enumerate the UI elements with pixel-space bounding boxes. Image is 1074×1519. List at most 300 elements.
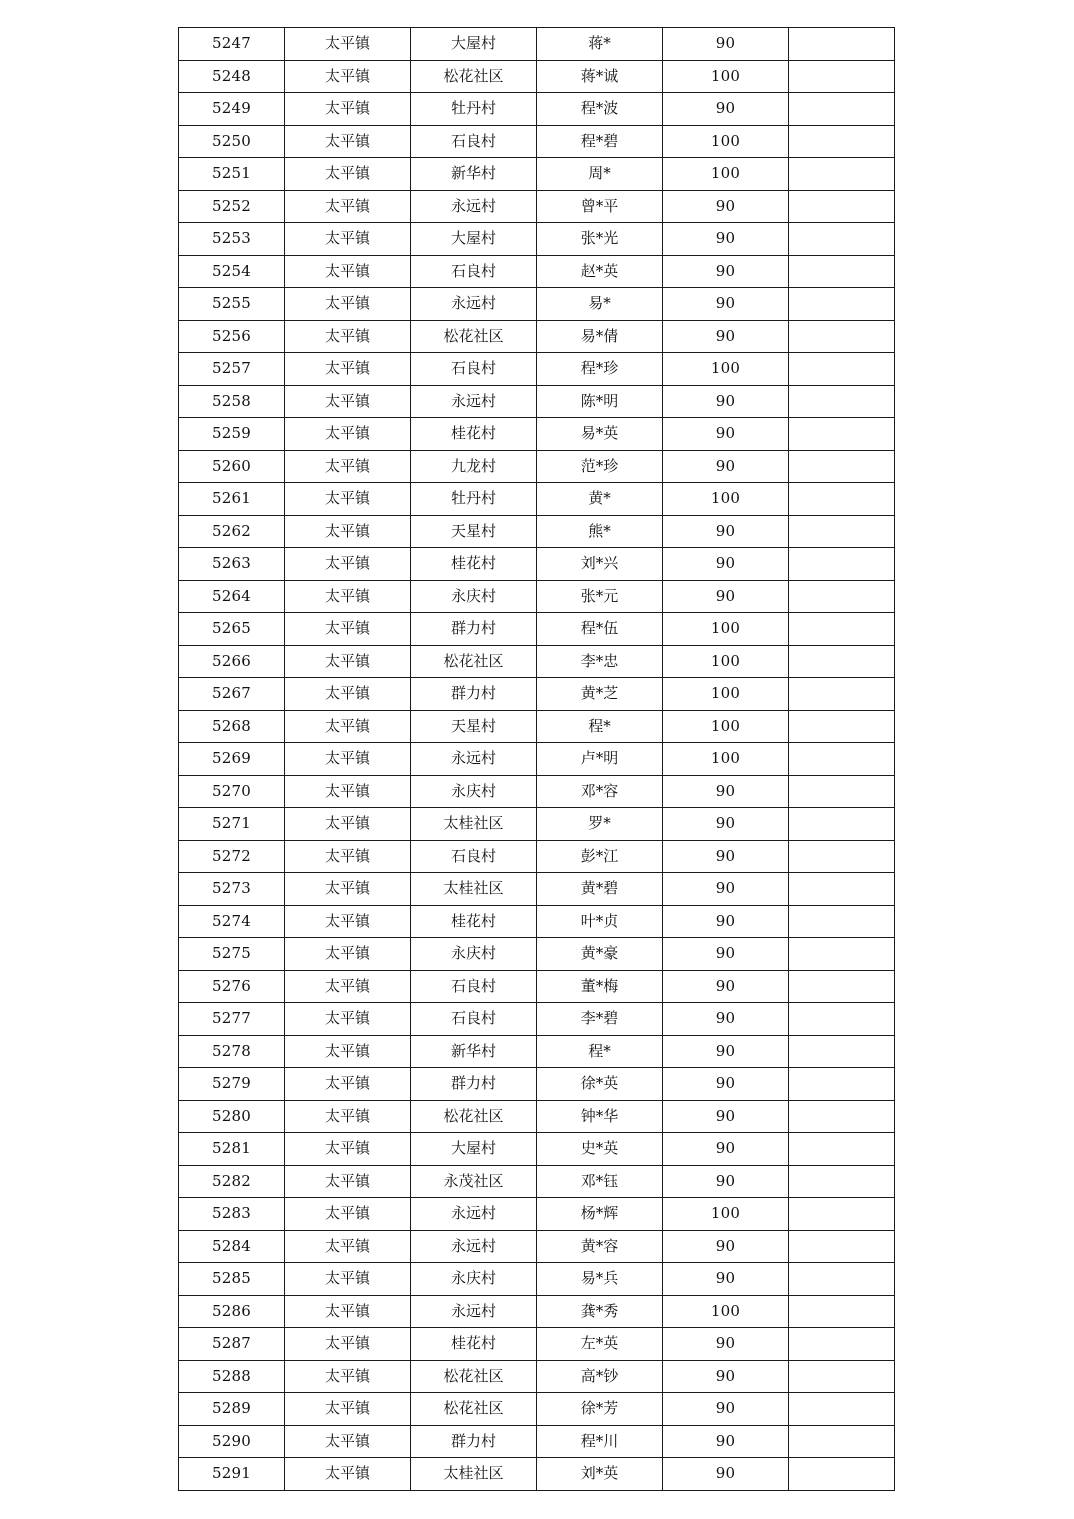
cell-person-name: 董*梅: [537, 970, 663, 1003]
cell-amount: 90: [663, 775, 789, 808]
cell-village: 永远村: [411, 385, 537, 418]
cell-person-name: 徐*英: [537, 1068, 663, 1101]
cell-serial-number: 5280: [179, 1100, 285, 1133]
cell-note: [789, 1393, 895, 1426]
cell-note: [789, 28, 895, 61]
cell-note: [789, 255, 895, 288]
cell-village: 石良村: [411, 125, 537, 158]
cell-serial-number: 5287: [179, 1328, 285, 1361]
cell-note: [789, 808, 895, 841]
table-row: [179, 1133, 895, 1166]
table-row: [179, 1100, 895, 1133]
cell-village: 松花社区: [411, 1360, 537, 1393]
cell-amount: 100: [663, 1295, 789, 1328]
cell-note: [789, 385, 895, 418]
cell-note: [789, 1328, 895, 1361]
cell-note: [789, 1230, 895, 1263]
cell-serial-number: 5260: [179, 450, 285, 483]
cell-serial-number: 5291: [179, 1458, 285, 1491]
cell-town: 太平镇: [285, 873, 411, 906]
cell-serial-number: 5265: [179, 613, 285, 646]
cell-town: 太平镇: [285, 1263, 411, 1296]
cell-amount: 90: [663, 1068, 789, 1101]
cell-village: 大屋村: [411, 28, 537, 61]
cell-amount: 90: [663, 1360, 789, 1393]
cell-village: 牡丹村: [411, 483, 537, 516]
cell-amount: 100: [663, 483, 789, 516]
table-row: [179, 613, 895, 646]
cell-village: 永远村: [411, 743, 537, 776]
cell-village: 桂花村: [411, 905, 537, 938]
cell-amount: 90: [663, 808, 789, 841]
table-row: [179, 710, 895, 743]
cell-amount: 100: [663, 353, 789, 386]
table-row: [179, 808, 895, 841]
cell-village: 永庆村: [411, 775, 537, 808]
table-row: [179, 190, 895, 223]
cell-person-name: 易*英: [537, 418, 663, 451]
table-row: [179, 223, 895, 256]
cell-village: 永远村: [411, 1230, 537, 1263]
cell-note: [789, 938, 895, 971]
cell-amount: 100: [663, 158, 789, 191]
cell-town: 太平镇: [285, 613, 411, 646]
cell-serial-number: 5259: [179, 418, 285, 451]
table-row: [179, 1295, 895, 1328]
cell-amount: 90: [663, 320, 789, 353]
cell-village: 牡丹村: [411, 93, 537, 126]
cell-serial-number: 5251: [179, 158, 285, 191]
cell-amount: 90: [663, 840, 789, 873]
table-row: [179, 548, 895, 581]
cell-amount: 100: [663, 743, 789, 776]
table-row: [179, 288, 895, 321]
cell-town: 太平镇: [285, 288, 411, 321]
cell-amount: 90: [663, 28, 789, 61]
cell-town: 太平镇: [285, 190, 411, 223]
cell-amount: 90: [663, 93, 789, 126]
cell-town: 太平镇: [285, 548, 411, 581]
table-row: [179, 1165, 895, 1198]
cell-note: [789, 320, 895, 353]
cell-note: [789, 223, 895, 256]
cell-person-name: 周*: [537, 158, 663, 191]
cell-person-name: 邓*钰: [537, 1165, 663, 1198]
cell-serial-number: 5277: [179, 1003, 285, 1036]
cell-village: 大屋村: [411, 223, 537, 256]
cell-note: [789, 125, 895, 158]
cell-person-name: 易*: [537, 288, 663, 321]
cell-amount: 90: [663, 1458, 789, 1491]
cell-town: 太平镇: [285, 158, 411, 191]
cell-person-name: 黄*: [537, 483, 663, 516]
cell-village: 九龙村: [411, 450, 537, 483]
table-row: [179, 1425, 895, 1458]
cell-amount: 90: [663, 515, 789, 548]
cell-note: [789, 1003, 895, 1036]
cell-village: 松花社区: [411, 60, 537, 93]
cell-serial-number: 5285: [179, 1263, 285, 1296]
cell-serial-number: 5267: [179, 678, 285, 711]
cell-town: 太平镇: [285, 1068, 411, 1101]
cell-serial-number: 5290: [179, 1425, 285, 1458]
cell-serial-number: 5250: [179, 125, 285, 158]
cell-note: [789, 645, 895, 678]
table-row: [179, 775, 895, 808]
cell-person-name: 程*伍: [537, 613, 663, 646]
table-row: [179, 1360, 895, 1393]
cell-village: 松花社区: [411, 1100, 537, 1133]
cell-town: 太平镇: [285, 1100, 411, 1133]
cell-amount: 90: [663, 288, 789, 321]
table-row: [179, 970, 895, 1003]
cell-amount: 90: [663, 1393, 789, 1426]
cell-person-name: 龚*秀: [537, 1295, 663, 1328]
cell-person-name: 邓*容: [537, 775, 663, 808]
cell-person-name: 程*珍: [537, 353, 663, 386]
table-row: [179, 320, 895, 353]
cell-amount: 90: [663, 1165, 789, 1198]
table-row: [179, 1328, 895, 1361]
cell-village: 永远村: [411, 1295, 537, 1328]
table-row: [179, 1003, 895, 1036]
cell-serial-number: 5276: [179, 970, 285, 1003]
cell-serial-number: 5275: [179, 938, 285, 971]
cell-amount: 100: [663, 1198, 789, 1231]
cell-person-name: 黄*碧: [537, 873, 663, 906]
table-row: [179, 1230, 895, 1263]
cell-village: 群力村: [411, 613, 537, 646]
cell-note: [789, 580, 895, 613]
table-row: [179, 905, 895, 938]
cell-serial-number: 5249: [179, 93, 285, 126]
cell-note: [789, 710, 895, 743]
table-row: [179, 873, 895, 906]
cell-amount: 90: [663, 418, 789, 451]
cell-town: 太平镇: [285, 353, 411, 386]
cell-person-name: 程*波: [537, 93, 663, 126]
table-row: [179, 28, 895, 61]
cell-amount: 90: [663, 1003, 789, 1036]
cell-person-name: 罗*: [537, 808, 663, 841]
cell-person-name: 程*川: [537, 1425, 663, 1458]
cell-town: 太平镇: [285, 483, 411, 516]
cell-town: 太平镇: [285, 710, 411, 743]
cell-serial-number: 5272: [179, 840, 285, 873]
cell-amount: 90: [663, 580, 789, 613]
cell-village: 太桂社区: [411, 1458, 537, 1491]
cell-amount: 100: [663, 678, 789, 711]
cell-note: [789, 288, 895, 321]
cell-village: 桂花村: [411, 418, 537, 451]
cell-amount: 90: [663, 1035, 789, 1068]
cell-note: [789, 1100, 895, 1133]
cell-person-name: 蒋*诚: [537, 60, 663, 93]
cell-amount: 90: [663, 1425, 789, 1458]
cell-note: [789, 1035, 895, 1068]
cell-serial-number: 5274: [179, 905, 285, 938]
cell-town: 太平镇: [285, 1393, 411, 1426]
cell-note: [789, 1198, 895, 1231]
cell-town: 太平镇: [285, 1133, 411, 1166]
cell-village: 永远村: [411, 288, 537, 321]
cell-amount: 90: [663, 1263, 789, 1296]
cell-village: 永远村: [411, 1198, 537, 1231]
cell-note: [789, 1165, 895, 1198]
cell-note: [789, 775, 895, 808]
cell-village: 太桂社区: [411, 873, 537, 906]
cell-note: [789, 1263, 895, 1296]
cell-person-name: 程*: [537, 1035, 663, 1068]
cell-note: [789, 678, 895, 711]
cell-town: 太平镇: [285, 743, 411, 776]
cell-town: 太平镇: [285, 515, 411, 548]
cell-serial-number: 5256: [179, 320, 285, 353]
cell-amount: 90: [663, 1100, 789, 1133]
cell-village: 永庆村: [411, 580, 537, 613]
cell-serial-number: 5258: [179, 385, 285, 418]
table-row: [179, 515, 895, 548]
cell-village: 桂花村: [411, 1328, 537, 1361]
cell-person-name: 钟*华: [537, 1100, 663, 1133]
cell-person-name: 卢*明: [537, 743, 663, 776]
cell-person-name: 叶*贞: [537, 905, 663, 938]
cell-village: 松花社区: [411, 645, 537, 678]
cell-person-name: 彭*江: [537, 840, 663, 873]
cell-note: [789, 450, 895, 483]
cell-note: [789, 418, 895, 451]
cell-town: 太平镇: [285, 1360, 411, 1393]
cell-town: 太平镇: [285, 905, 411, 938]
cell-village: 永茂社区: [411, 1165, 537, 1198]
table-row: [179, 125, 895, 158]
cell-serial-number: 5278: [179, 1035, 285, 1068]
cell-serial-number: 5289: [179, 1393, 285, 1426]
cell-town: 太平镇: [285, 450, 411, 483]
cell-person-name: 高*钞: [537, 1360, 663, 1393]
cell-serial-number: 5254: [179, 255, 285, 288]
cell-note: [789, 1295, 895, 1328]
cell-town: 太平镇: [285, 580, 411, 613]
cell-amount: 100: [663, 60, 789, 93]
cell-village: 群力村: [411, 1068, 537, 1101]
cell-town: 太平镇: [285, 1295, 411, 1328]
cell-town: 太平镇: [285, 320, 411, 353]
cell-person-name: 徐*芳: [537, 1393, 663, 1426]
cell-town: 太平镇: [285, 645, 411, 678]
cell-note: [789, 970, 895, 1003]
table-row: [179, 743, 895, 776]
cell-serial-number: 5247: [179, 28, 285, 61]
cell-town: 太平镇: [285, 60, 411, 93]
table-row: [179, 385, 895, 418]
cell-town: 太平镇: [285, 1165, 411, 1198]
cell-serial-number: 5288: [179, 1360, 285, 1393]
table-body: [179, 28, 895, 1491]
cell-village: 石良村: [411, 840, 537, 873]
cell-amount: 90: [663, 970, 789, 1003]
cell-person-name: 赵*英: [537, 255, 663, 288]
cell-person-name: 范*珍: [537, 450, 663, 483]
cell-serial-number: 5284: [179, 1230, 285, 1263]
cell-serial-number: 5269: [179, 743, 285, 776]
cell-town: 太平镇: [285, 93, 411, 126]
cell-serial-number: 5268: [179, 710, 285, 743]
table-row: [179, 93, 895, 126]
cell-amount: 90: [663, 1230, 789, 1263]
cell-person-name: 易*兵: [537, 1263, 663, 1296]
cell-note: [789, 515, 895, 548]
table-row: [179, 450, 895, 483]
table-row: [179, 60, 895, 93]
cell-note: [789, 873, 895, 906]
cell-amount: 90: [663, 255, 789, 288]
cell-town: 太平镇: [285, 28, 411, 61]
cell-serial-number: 5273: [179, 873, 285, 906]
cell-amount: 90: [663, 938, 789, 971]
cell-town: 太平镇: [285, 938, 411, 971]
cell-person-name: 张*元: [537, 580, 663, 613]
cell-serial-number: 5252: [179, 190, 285, 223]
cell-village: 桂花村: [411, 548, 537, 581]
cell-serial-number: 5248: [179, 60, 285, 93]
cell-amount: 90: [663, 190, 789, 223]
cell-amount: 100: [663, 613, 789, 646]
cell-amount: 90: [663, 385, 789, 418]
cell-amount: 90: [663, 1328, 789, 1361]
cell-person-name: 黄*容: [537, 1230, 663, 1263]
table-row: [179, 353, 895, 386]
cell-serial-number: 5279: [179, 1068, 285, 1101]
cell-person-name: 程*: [537, 710, 663, 743]
cell-town: 太平镇: [285, 1425, 411, 1458]
cell-person-name: 曾*平: [537, 190, 663, 223]
cell-amount: 100: [663, 645, 789, 678]
cell-town: 太平镇: [285, 1003, 411, 1036]
cell-village: 新华村: [411, 158, 537, 191]
cell-note: [789, 1458, 895, 1491]
table-row: [179, 158, 895, 191]
cell-town: 太平镇: [285, 678, 411, 711]
cell-serial-number: 5264: [179, 580, 285, 613]
cell-village: 永远村: [411, 190, 537, 223]
cell-town: 太平镇: [285, 808, 411, 841]
cell-note: [789, 743, 895, 776]
table-row: [179, 483, 895, 516]
cell-note: [789, 840, 895, 873]
cell-note: [789, 1133, 895, 1166]
table-row: [179, 580, 895, 613]
cell-town: 太平镇: [285, 840, 411, 873]
cell-person-name: 张*光: [537, 223, 663, 256]
table-row: [179, 1458, 895, 1491]
cell-village: 永庆村: [411, 1263, 537, 1296]
cell-serial-number: 5253: [179, 223, 285, 256]
cell-serial-number: 5270: [179, 775, 285, 808]
cell-serial-number: 5257: [179, 353, 285, 386]
cell-serial-number: 5282: [179, 1165, 285, 1198]
cell-amount: 90: [663, 1133, 789, 1166]
cell-town: 太平镇: [285, 255, 411, 288]
cell-person-name: 李*忠: [537, 645, 663, 678]
cell-amount: 90: [663, 450, 789, 483]
cell-note: [789, 190, 895, 223]
table-row: [179, 1068, 895, 1101]
cell-town: 太平镇: [285, 385, 411, 418]
cell-person-name: 陈*明: [537, 385, 663, 418]
table-row: [179, 645, 895, 678]
cell-note: [789, 548, 895, 581]
cell-town: 太平镇: [285, 1035, 411, 1068]
cell-person-name: 刘*英: [537, 1458, 663, 1491]
cell-person-name: 程*碧: [537, 125, 663, 158]
cell-serial-number: 5283: [179, 1198, 285, 1231]
cell-person-name: 黄*芝: [537, 678, 663, 711]
cell-town: 太平镇: [285, 1230, 411, 1263]
cell-village: 群力村: [411, 1425, 537, 1458]
table-row: [179, 1035, 895, 1068]
cell-person-name: 左*英: [537, 1328, 663, 1361]
cell-town: 太平镇: [285, 418, 411, 451]
cell-amount: 100: [663, 710, 789, 743]
cell-village: 石良村: [411, 353, 537, 386]
cell-village: 石良村: [411, 255, 537, 288]
cell-village: 群力村: [411, 678, 537, 711]
cell-note: [789, 93, 895, 126]
cell-note: [789, 1068, 895, 1101]
cell-village: 松花社区: [411, 1393, 537, 1426]
cell-serial-number: 5262: [179, 515, 285, 548]
cell-person-name: 易*倩: [537, 320, 663, 353]
subsidy-list-table: [178, 27, 895, 1491]
cell-town: 太平镇: [285, 775, 411, 808]
cell-village: 天星村: [411, 515, 537, 548]
cell-amount: 100: [663, 125, 789, 158]
cell-amount: 90: [663, 873, 789, 906]
cell-serial-number: 5281: [179, 1133, 285, 1166]
cell-person-name: 黄*豪: [537, 938, 663, 971]
cell-serial-number: 5255: [179, 288, 285, 321]
cell-note: [789, 60, 895, 93]
cell-town: 太平镇: [285, 1198, 411, 1231]
table-row: [179, 255, 895, 288]
cell-note: [789, 905, 895, 938]
cell-serial-number: 5271: [179, 808, 285, 841]
cell-person-name: 蒋*: [537, 28, 663, 61]
cell-person-name: 熊*: [537, 515, 663, 548]
cell-person-name: 史*英: [537, 1133, 663, 1166]
cell-note: [789, 483, 895, 516]
table-row: [179, 840, 895, 873]
cell-village: 石良村: [411, 1003, 537, 1036]
table-row: [179, 1393, 895, 1426]
cell-amount: 90: [663, 548, 789, 581]
cell-village: 大屋村: [411, 1133, 537, 1166]
cell-serial-number: 5261: [179, 483, 285, 516]
table-row: [179, 1198, 895, 1231]
cell-note: [789, 1360, 895, 1393]
cell-person-name: 杨*辉: [537, 1198, 663, 1231]
cell-town: 太平镇: [285, 1458, 411, 1491]
cell-town: 太平镇: [285, 125, 411, 158]
cell-town: 太平镇: [285, 970, 411, 1003]
cell-note: [789, 158, 895, 191]
table-row: [179, 938, 895, 971]
cell-village: 松花社区: [411, 320, 537, 353]
cell-note: [789, 1425, 895, 1458]
cell-person-name: 刘*兴: [537, 548, 663, 581]
cell-village: 新华村: [411, 1035, 537, 1068]
